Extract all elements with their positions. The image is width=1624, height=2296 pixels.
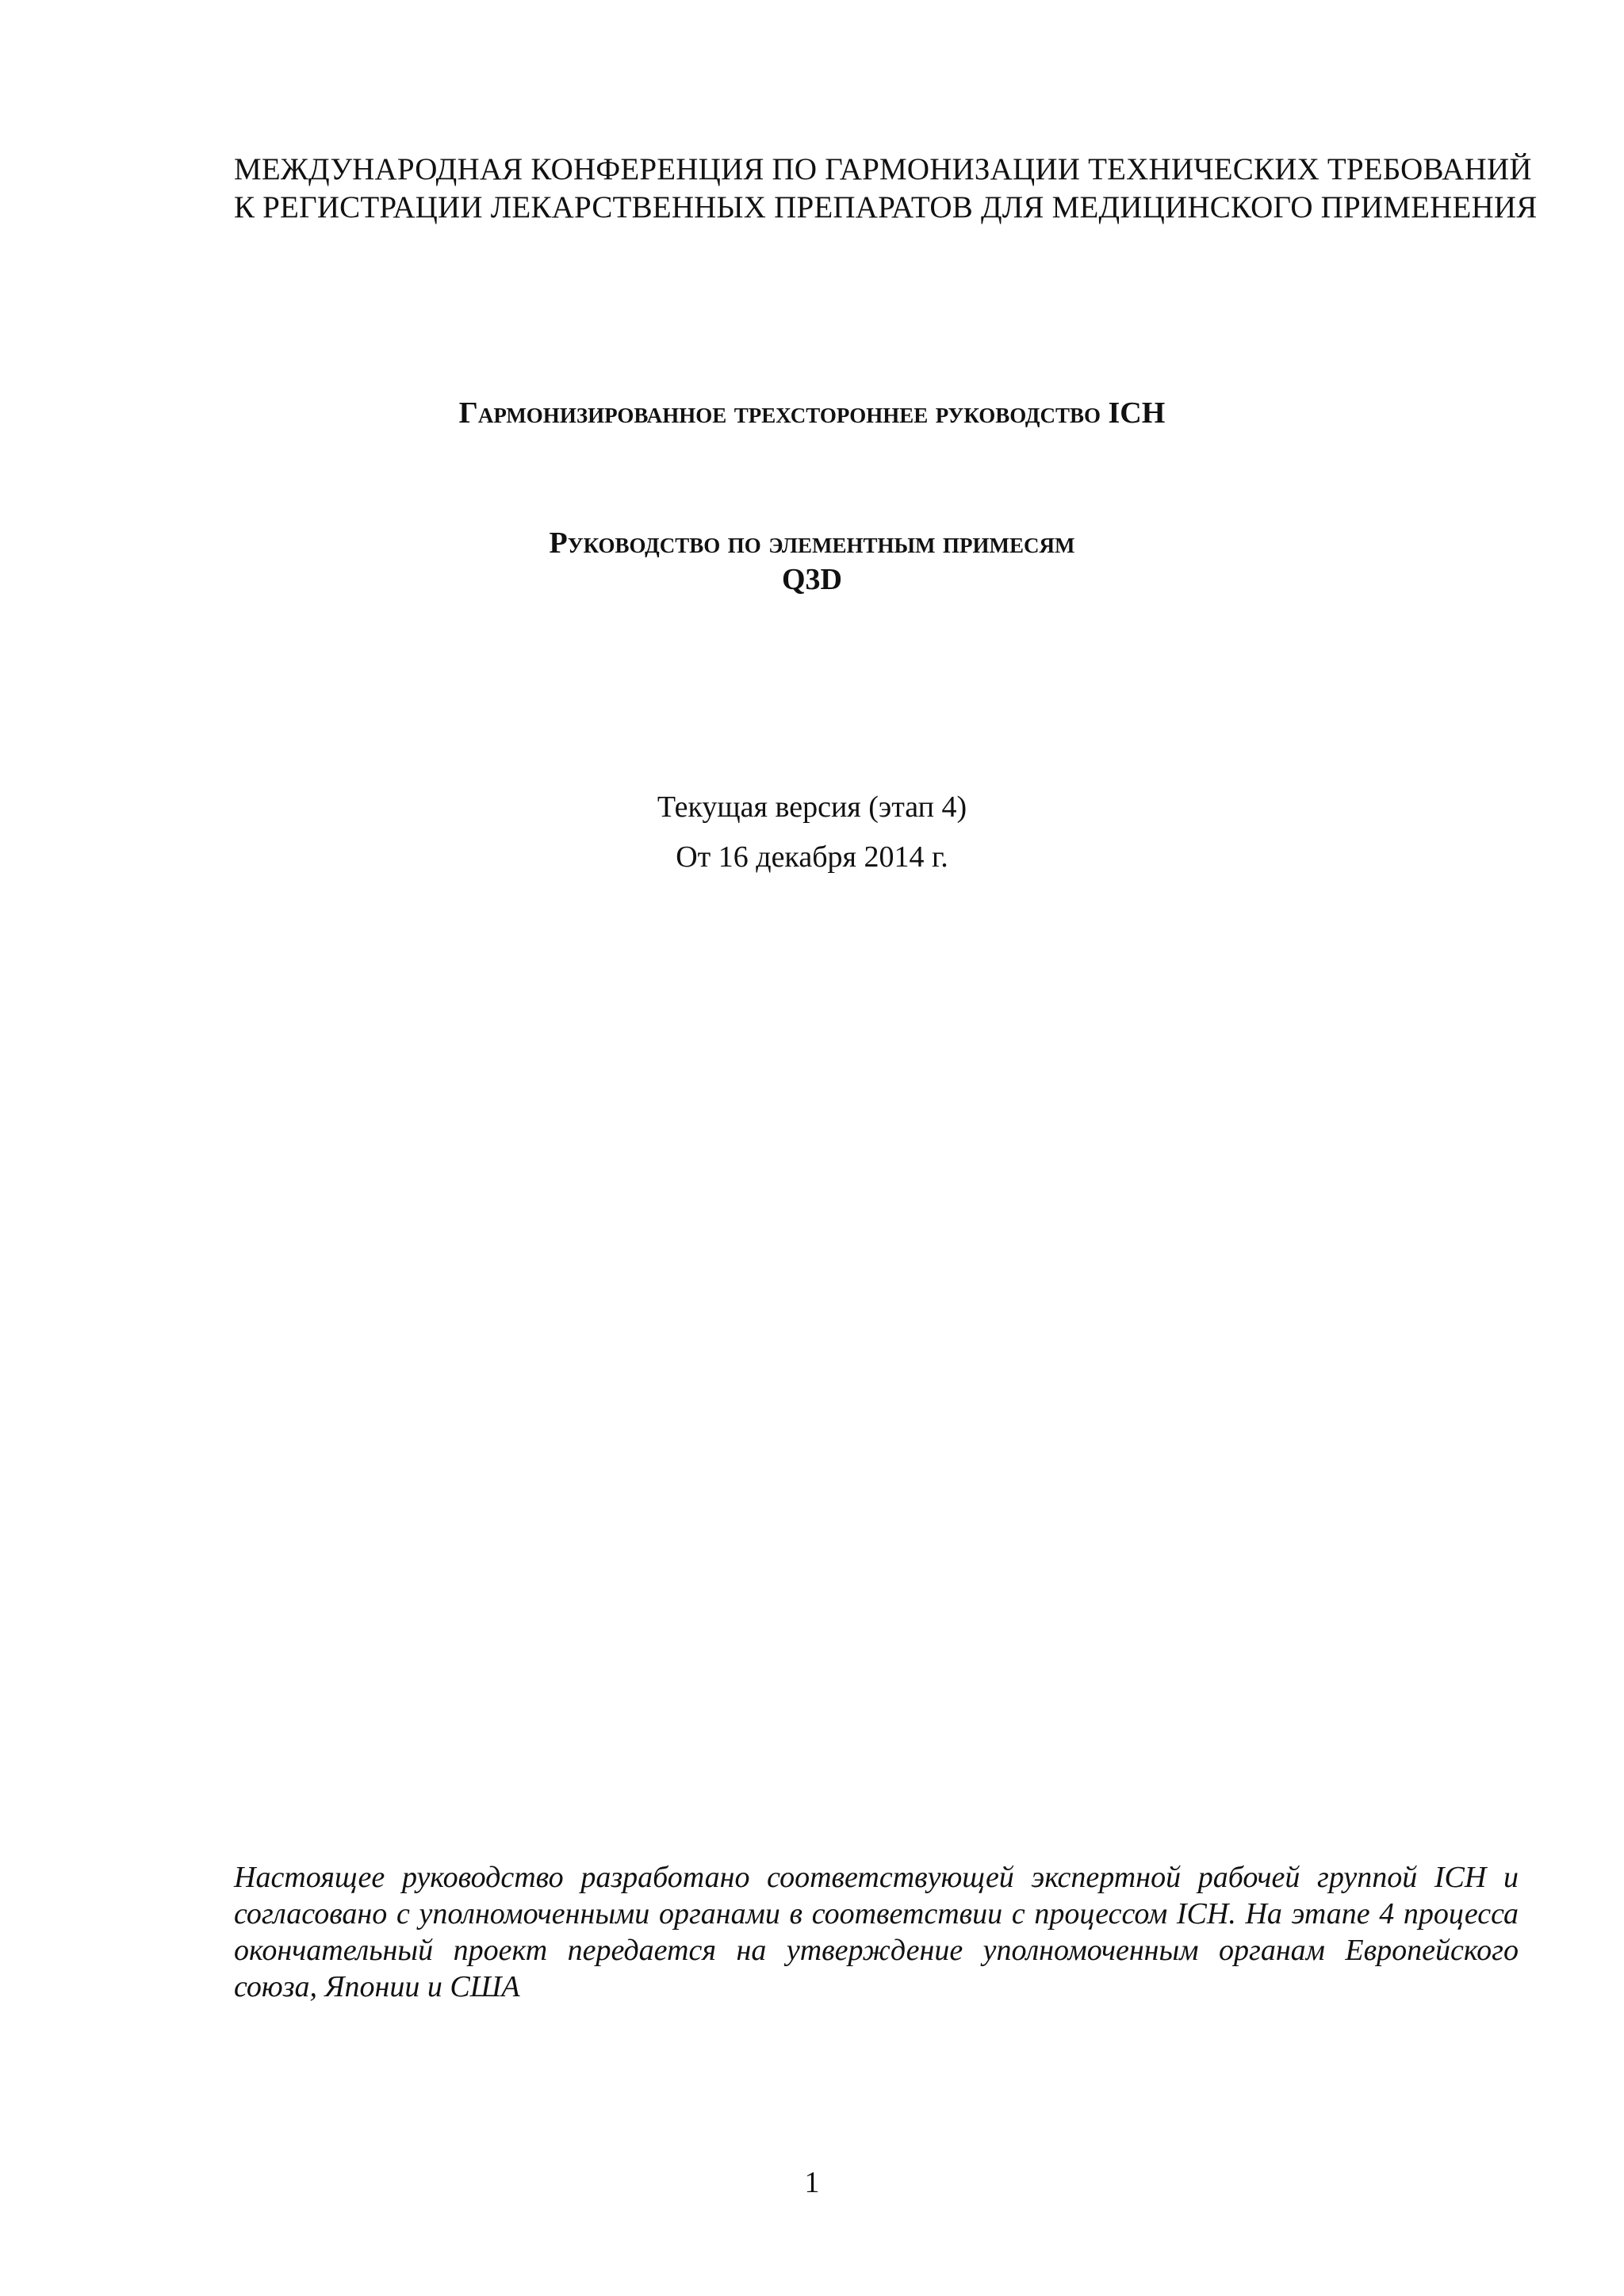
version-date: От 16 декабря 2014 г. [676,840,948,874]
note-line-3: окончательный проект передается на утверждение уполномоченным органам Европейского [234,1934,1519,1967]
header-line-2: К РЕГИСТРАЦИИ ЛЕКАРСТВЕННЫХ ПРЕПАРАТОВ ДЛЯ МЕДИЦИНСКОГО ПРИМЕНЕНИЯ [234,190,1538,224]
guideline-code: Q3D [782,563,842,596]
organization-header [234,151,1538,227]
guideline-subtitle: Руководство по элементным примесям [549,526,1075,560]
note-line-4: союза, Японии и США [234,1970,520,2003]
guideline-title: Гармонизированное трехстороннее руководство ICH [458,396,1166,430]
page-number: 1 [804,2166,820,2199]
version-status: Текущая версия (этап 4) [657,790,967,824]
process-note [234,1859,1519,2005]
note-line-2: согласовано с уполномоченными органами в соответствии с процессом ICH. На этапе 4 процесса [234,1897,1519,1931]
header-line-1: МЕЖДУНАРОДНАЯ КОНФЕРЕНЦИЯ ПО ГАРМОНИЗАЦИИ ТЕХНИЧЕСКИХ ТРЕБОВАНИЙ [234,152,1532,186]
note-line-1: Настоящее руководство разработано соответствующей экспертной рабочей группой ICH и [234,1861,1519,1894]
